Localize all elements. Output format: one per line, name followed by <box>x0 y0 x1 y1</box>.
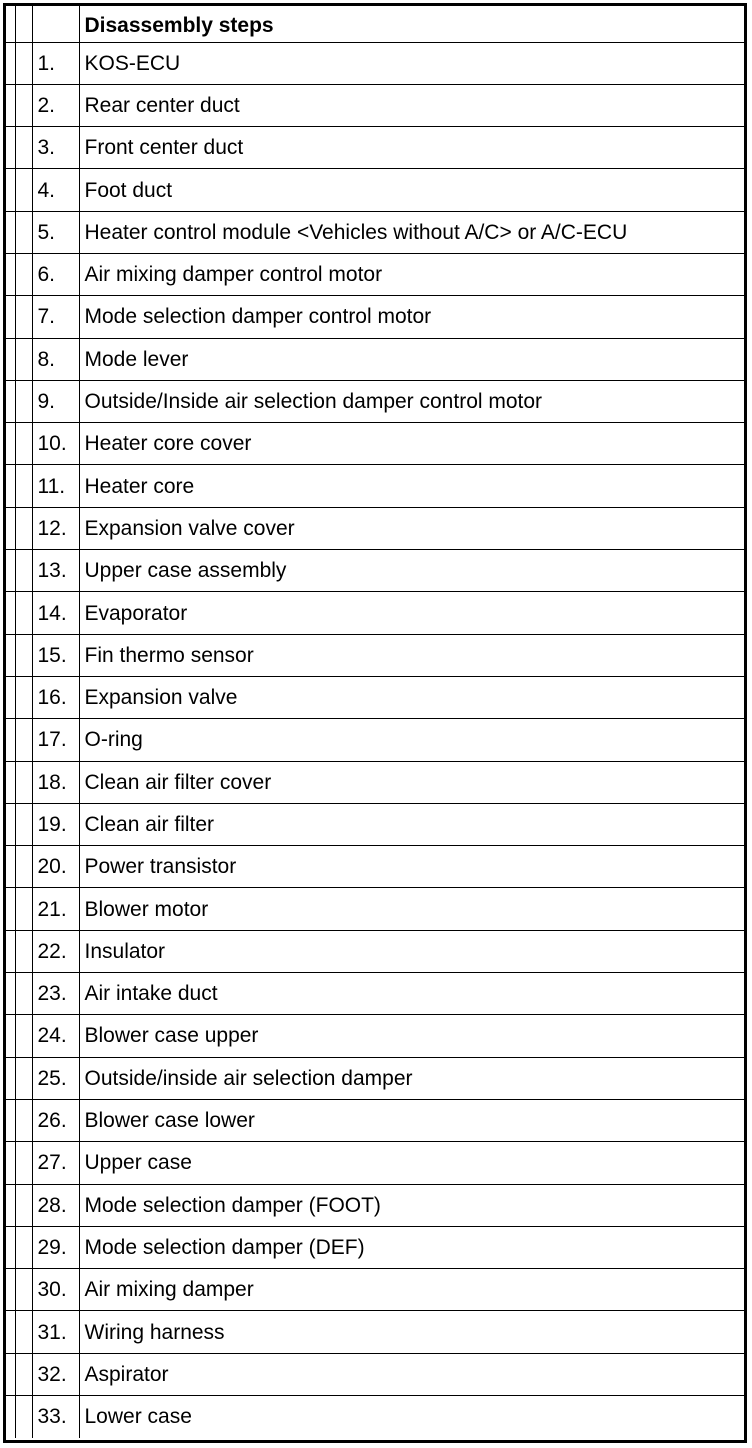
step-name: Mode lever <box>79 338 744 380</box>
blank-cell-2 <box>15 380 32 422</box>
step-number: 4. <box>32 169 79 211</box>
step-number: 6. <box>32 253 79 295</box>
blank-cell-1 <box>6 719 15 761</box>
blank-cell-2 <box>15 1099 32 1141</box>
table-row <box>6 592 744 634</box>
step-number: 19. <box>32 803 79 845</box>
step-number: 11. <box>32 465 79 507</box>
blank-cell-2 <box>15 846 32 888</box>
table-row <box>6 1015 744 1057</box>
blank-cell-1 <box>6 42 15 84</box>
blank-cell-2 <box>15 634 32 676</box>
blank-cell-1 <box>6 1142 15 1184</box>
step-name: Lower case <box>79 1396 744 1438</box>
step-number: 5. <box>32 211 79 253</box>
step-name: Heater control module <Vehicles without A/C> or A/C-ECU <box>79 211 744 253</box>
step-number: 15. <box>32 634 79 676</box>
table-row <box>6 1269 744 1311</box>
step-name: Rear center duct <box>79 84 744 126</box>
blank-cell-1 <box>6 1057 15 1099</box>
blank-cell-2 <box>15 169 32 211</box>
step-name: Clean air filter cover <box>79 761 744 803</box>
step-name: Upper case assembly <box>79 550 744 592</box>
step-number: 8. <box>32 338 79 380</box>
column-heading-disassembly-steps: Disassembly steps <box>79 6 744 42</box>
table-row <box>6 84 744 126</box>
step-name: Clean air filter <box>79 803 744 845</box>
blank-cell-1 <box>6 423 15 465</box>
step-number: 23. <box>32 973 79 1015</box>
step-name: KOS-ECU <box>79 42 744 84</box>
table-row <box>6 380 744 422</box>
step-name: Power transistor <box>79 846 744 888</box>
step-name: Heater core cover <box>79 423 744 465</box>
step-name: Blower motor <box>79 888 744 930</box>
step-number: 14. <box>32 592 79 634</box>
step-number: 1. <box>32 42 79 84</box>
step-name: Mode selection damper control motor <box>79 296 744 338</box>
blank-cell-1 <box>6 507 15 549</box>
step-name: Expansion valve cover <box>79 507 744 549</box>
blank-cell-2 <box>15 550 32 592</box>
step-number: 16. <box>32 676 79 718</box>
table-row <box>6 1184 744 1226</box>
blank-cell-1 <box>6 930 15 972</box>
table-row <box>6 550 744 592</box>
blank-cell-2 <box>15 211 32 253</box>
blank-cell-1 <box>6 1269 15 1311</box>
table-row <box>6 169 744 211</box>
table-row <box>6 888 744 930</box>
blank-cell-2 <box>15 127 32 169</box>
blank-cell-1 <box>6 550 15 592</box>
blank-cell-2 <box>15 338 32 380</box>
blank-cell-2 <box>15 84 32 126</box>
step-number: 31. <box>32 1311 79 1353</box>
blank-cell-1 <box>6 888 15 930</box>
table-row <box>6 507 744 549</box>
step-number: 26. <box>32 1099 79 1141</box>
blank-cell-2 <box>15 1396 32 1438</box>
blank-cell-2 <box>15 930 32 972</box>
step-number: 27. <box>32 1142 79 1184</box>
step-name: Mode selection damper (DEF) <box>79 1226 744 1268</box>
step-name: Air intake duct <box>79 973 744 1015</box>
table-header-row <box>6 6 744 42</box>
table-row <box>6 719 744 761</box>
blank-cell-2 <box>15 973 32 1015</box>
blank-cell-2 <box>15 1057 32 1099</box>
step-name: Upper case <box>79 1142 744 1184</box>
table-row <box>6 1226 744 1268</box>
step-name: Foot duct <box>79 169 744 211</box>
step-name: Mode selection damper (FOOT) <box>79 1184 744 1226</box>
table-row <box>6 634 744 676</box>
blank-cell-1 <box>6 1015 15 1057</box>
table-row <box>6 127 744 169</box>
step-number: 28. <box>32 1184 79 1226</box>
disassembly-table-frame <box>3 3 747 1443</box>
step-number: 17. <box>32 719 79 761</box>
step-name: O-ring <box>79 719 744 761</box>
blank-cell-1 <box>6 676 15 718</box>
blank-cell-1 <box>6 338 15 380</box>
step-name: Outside/Inside air selection damper control motor <box>79 380 744 422</box>
blank-cell-2 <box>15 1142 32 1184</box>
step-number: 30. <box>32 1269 79 1311</box>
blank-cell-1 <box>6 1353 15 1395</box>
step-number: 32. <box>32 1353 79 1395</box>
table-row <box>6 676 744 718</box>
step-name: Evaporator <box>79 592 744 634</box>
disassembly-steps-table <box>6 6 744 1438</box>
blank-cell-2 <box>15 592 32 634</box>
blank-cell-2 <box>15 1015 32 1057</box>
blank-cell-2 <box>15 676 32 718</box>
step-name: Insulator <box>79 930 744 972</box>
step-name: Blower case upper <box>79 1015 744 1057</box>
table-row <box>6 1353 744 1395</box>
blank-cell-2 <box>15 1311 32 1353</box>
table-row <box>6 423 744 465</box>
blank-cell-1 <box>6 465 15 507</box>
blank-cell-2 <box>15 888 32 930</box>
step-number: 10. <box>32 423 79 465</box>
blank-cell-1 <box>6 169 15 211</box>
blank-cell-1 <box>6 803 15 845</box>
step-name: Expansion valve <box>79 676 744 718</box>
step-name: Fin thermo sensor <box>79 634 744 676</box>
blank-cell-2 <box>15 1226 32 1268</box>
blank-cell-1 <box>6 84 15 126</box>
step-number: 9. <box>32 380 79 422</box>
step-number: 33. <box>32 1396 79 1438</box>
blank-cell-1 <box>6 127 15 169</box>
blank-cell-1 <box>6 592 15 634</box>
steps-body <box>6 42 744 1438</box>
table-row <box>6 973 744 1015</box>
step-number: 29. <box>32 1226 79 1268</box>
blank-cell-2 <box>15 507 32 549</box>
step-number: 2. <box>32 84 79 126</box>
header-blank-cell-2 <box>15 6 32 42</box>
blank-cell-2 <box>15 803 32 845</box>
blank-cell-2 <box>15 1269 32 1311</box>
table-row <box>6 1099 744 1141</box>
table-row <box>6 1057 744 1099</box>
table-row <box>6 296 744 338</box>
table-row <box>6 253 744 295</box>
blank-cell-2 <box>15 296 32 338</box>
header-blank-cell-3 <box>32 6 79 42</box>
table-row <box>6 930 744 972</box>
step-name: Aspirator <box>79 1353 744 1395</box>
step-name: Wiring harness <box>79 1311 744 1353</box>
step-number: 3. <box>32 127 79 169</box>
step-name: Air mixing damper <box>79 1269 744 1311</box>
blank-cell-2 <box>15 1184 32 1226</box>
table-row <box>6 1142 744 1184</box>
step-number: 24. <box>32 1015 79 1057</box>
blank-cell-1 <box>6 1311 15 1353</box>
step-number: 12. <box>32 507 79 549</box>
header-blank-cell-1 <box>6 6 15 42</box>
step-number: 13. <box>32 550 79 592</box>
table-row <box>6 211 744 253</box>
blank-cell-2 <box>15 1353 32 1395</box>
blank-cell-1 <box>6 973 15 1015</box>
blank-cell-1 <box>6 296 15 338</box>
table-row <box>6 338 744 380</box>
blank-cell-1 <box>6 380 15 422</box>
table-row <box>6 761 744 803</box>
step-number: 7. <box>32 296 79 338</box>
step-number: 21. <box>32 888 79 930</box>
blank-cell-1 <box>6 1184 15 1226</box>
step-number: 22. <box>32 930 79 972</box>
table-row <box>6 803 744 845</box>
step-name: Outside/inside air selection damper <box>79 1057 744 1099</box>
step-name: Front center duct <box>79 127 744 169</box>
table-row <box>6 1311 744 1353</box>
blank-cell-1 <box>6 846 15 888</box>
blank-cell-1 <box>6 634 15 676</box>
step-name: Air mixing damper control motor <box>79 253 744 295</box>
step-name: Heater core <box>79 465 744 507</box>
blank-cell-1 <box>6 761 15 803</box>
table-row <box>6 1396 744 1438</box>
step-number: 25. <box>32 1057 79 1099</box>
table-row <box>6 846 744 888</box>
blank-cell-1 <box>6 1099 15 1141</box>
step-number: 20. <box>32 846 79 888</box>
table-row <box>6 42 744 84</box>
table-row <box>6 465 744 507</box>
blank-cell-2 <box>15 253 32 295</box>
step-name: Blower case lower <box>79 1099 744 1141</box>
blank-cell-1 <box>6 211 15 253</box>
blank-cell-1 <box>6 1226 15 1268</box>
blank-cell-2 <box>15 719 32 761</box>
blank-cell-2 <box>15 761 32 803</box>
blank-cell-2 <box>15 465 32 507</box>
blank-cell-2 <box>15 42 32 84</box>
step-number: 18. <box>32 761 79 803</box>
blank-cell-1 <box>6 1396 15 1438</box>
blank-cell-1 <box>6 253 15 295</box>
blank-cell-2 <box>15 423 32 465</box>
